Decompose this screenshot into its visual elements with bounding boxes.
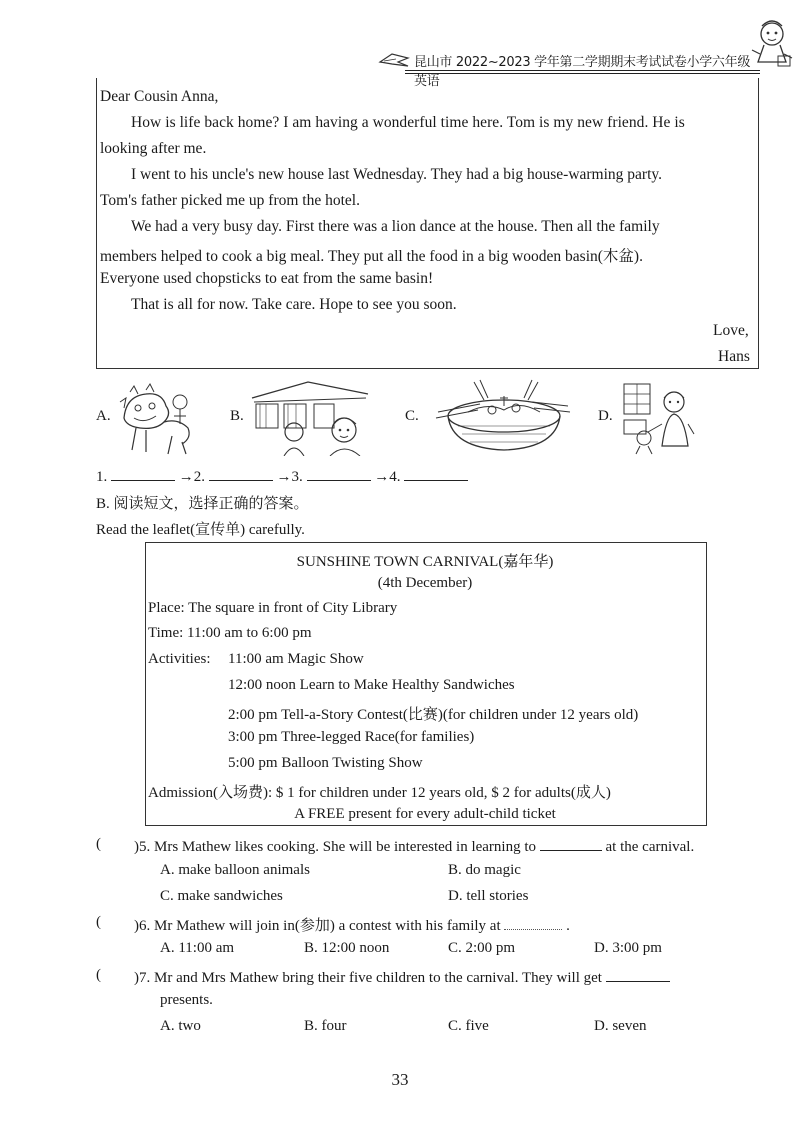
order-item-3: →3. [276,469,303,485]
order-blank-3[interactable] [307,466,371,481]
question-text: Mr and Mrs Mathew bring their five children to the carnival. They will get [154,970,602,986]
question-number: )5. [134,839,151,855]
letter-line: Everyone used chopsticks to eat from the same basin! [100,270,434,287]
question-number: )6. [134,918,151,934]
option-b[interactable]: B. four [304,1018,347,1034]
option-a[interactable]: A. make balloon animals [160,862,310,878]
option-a[interactable]: A. 11:00 am [160,940,235,956]
hotel-pickup-icon [618,376,698,456]
section-b-title: B. 阅读短文，选择正确的答案。 [96,496,309,512]
letter-closing: Love, [713,322,749,339]
question-text: Mrs Mathew likes cooking. She will be interested in learning to [154,839,537,855]
letter-signature: Hans [718,348,750,365]
leaflet-free-present: A FREE present for every adult-child ticket [294,806,556,822]
option-a[interactable]: A. two [160,1018,201,1034]
question-text-after: . [566,918,570,934]
leaflet-place: Place: The square in front of City Library [148,600,398,616]
header-title: 昆山市 2022~2023 学年第二学期期末考试试卷小学六年级英语 [414,55,751,89]
header-rule [405,70,760,71]
option-d[interactable]: D. seven [594,1018,647,1034]
order-item-2: →2. [178,469,205,485]
leaflet-activity: 3:00 pm Three-legged Race(for families) [228,729,475,745]
letter-line: I went to his uncle's new house last Wednesday. They had a big house-warming party. [131,166,663,183]
section-b-instruction: Read the leaflet(宣传单) carefully. [96,522,305,538]
house-meeting-icon [248,376,374,456]
question-blank[interactable] [504,915,562,930]
letter-line: members helped to cook a big meal. They put all the food in a big wooden basin(木盆). [100,248,643,265]
letter-line: That is all for now. Take care. Hope to see you soon. [131,296,457,313]
picture-label-c: C. [405,408,419,424]
header-decoration-icon [378,48,412,70]
header-rule-thin [405,73,760,74]
picture-label-b: B. [230,408,244,424]
option-b[interactable]: B. do magic [448,862,521,878]
option-b[interactable]: B. 12:00 noon [304,940,390,956]
leaflet-activity: 11:00 am Magic Show [228,651,364,667]
leaflet-admission: Admission(入场费): $ 1 for children under 12 years old, $ 2 for adults(成人) [148,785,611,801]
picture-label-d: D. [598,408,613,424]
header [414,49,754,89]
wooden-basin-meal-icon [428,376,578,456]
order-item-4: →4. [374,469,401,485]
question-blank[interactable] [606,967,670,982]
answer-paren-6[interactable]: ( [96,914,101,930]
letter-line: looking after me. [100,140,207,157]
order-line [96,466,468,486]
leaflet-title: SUNSHINE TOWN CARNIVAL(嘉年华) [296,554,554,570]
question-text: Mr Mathew will join in(参加) a contest with his family at [154,918,501,934]
question-7 [134,967,670,987]
letter-greeting: Dear Cousin Anna, [100,88,219,105]
order-blank-1[interactable] [111,466,175,481]
letter-line: We had a very busy day. First there was a lion dance at the house. Then all the family [131,218,660,235]
order-blank-4[interactable] [404,466,468,481]
leaflet-activity: 2:00 pm Tell-a-Story Contest(比赛)(for children under 12 years old) [228,707,639,723]
leaflet-date: (4th December) [377,575,473,591]
leaflet-activity: 12:00 noon Learn to Make Healthy Sandwiches [228,677,515,693]
question-text-line2: presents. [160,992,213,1008]
leaflet-activity: 5:00 pm Balloon Twisting Show [228,755,423,771]
letter-line: Tom's father picked me up from the hotel. [100,192,360,209]
question-text-after: at the carnival. [605,839,695,855]
leaflet-activities-label: Activities: [148,651,211,667]
option-d[interactable]: D. tell stories [448,888,529,904]
option-d[interactable]: D. 3:00 pm [594,940,662,956]
question-number: )7. [134,970,151,986]
order-item-1: 1. [96,469,108,485]
page-number: 33 [391,1070,409,1089]
question-6 [134,914,570,935]
option-c[interactable]: C. make sandwiches [160,888,283,904]
option-c[interactable]: C. 2:00 pm [448,940,516,956]
question-5 [134,836,694,856]
answer-paren-7[interactable]: ( [96,967,101,983]
picture-label-a: A. [96,408,111,424]
letter-line: How is life back home? I am having a wonderful time here. Tom is my new friend. He is [131,114,685,131]
answer-paren-5[interactable]: ( [96,836,101,852]
leaflet-time: Time: 11:00 am to 6:00 pm [148,625,312,641]
question-blank[interactable] [540,836,602,851]
mascot-icon [748,14,796,74]
lion-dance-icon [116,378,198,456]
order-blank-2[interactable] [209,466,273,481]
option-c[interactable]: C. five [448,1018,489,1034]
